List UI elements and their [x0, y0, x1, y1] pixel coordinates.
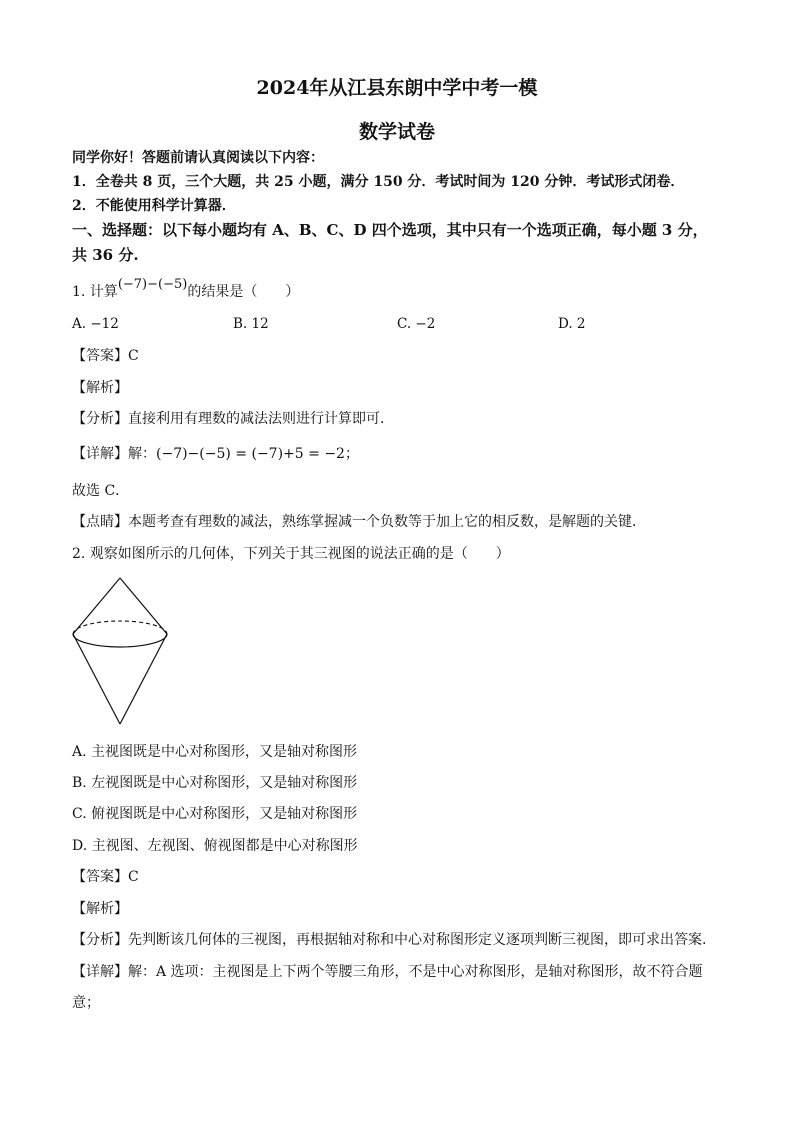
cone-upper-left-edge [73, 578, 120, 634]
cone-lower-right-edge [120, 634, 167, 724]
ellipse-front-arc [73, 634, 167, 647]
q1-stem [72, 277, 300, 302]
exam-subtitle: 数学试卷 [358, 121, 435, 143]
intro-rule-2: 2．不能使用科学计算器． [72, 198, 236, 214]
q1-option-b: B. 12 [233, 316, 269, 332]
q1-detail [72, 445, 359, 463]
q1-note: 【点睛】本题考查有理数的减法，熟练掌握减一个负数等于加上它的相反数，是解题的关键． [72, 514, 646, 530]
q1-conclusion: 故选 C． [72, 483, 130, 499]
q2-detail: 【详解】解：A 选项：主视图是上下两个等腰三角形，不是中心对称图形，是轴对称图形，故不符合题 [72, 964, 703, 980]
q2-option-a: A. 主视图既是中心对称图形，又是轴对称图形 [72, 744, 358, 760]
q1-suffix: 的结果是（ ） [187, 284, 300, 300]
ellipse-back-arc-dashed [73, 621, 167, 634]
cone-upper-right-edge [120, 578, 167, 634]
q2-analysis: 【分析】先判断该几何体的三视图，再根据轴对称和中心对称图形定义逐项判断三视图，即可求出答案. [72, 932, 707, 948]
q1-option-c: C. −2 [397, 316, 436, 332]
section-1-heading-cont: 共 36 分. [72, 246, 139, 264]
q1-option-a: A. −12 [72, 316, 119, 332]
q1-option-d: D. 2 [558, 316, 586, 332]
q1-answer: 【答案】C [72, 348, 139, 364]
intro-greeting: 同学你好！答题前请认真阅读以下内容： [72, 150, 324, 166]
q2-option-d: D. 主视图、左视图、俯视图都是中心对称图形 [72, 838, 358, 854]
q1-detail-expression: (−7)−(−5) = (−7)+5 = −2 [156, 446, 345, 462]
q1-detail-end: ； [344, 446, 359, 462]
q2-jiexi: 【解析】 [72, 901, 128, 917]
q2-stem: 2. 观察如图所示的几何体，下列关于其三视图的说法正确的是（ ） [72, 546, 510, 562]
q2-option-b: B. 左视图既是中心对称图形，又是轴对称图形 [72, 775, 358, 791]
double-cone-figure [70, 575, 170, 727]
cone-lower-left-edge [73, 634, 120, 724]
intro-rule-1: 1．全卷共 8 页，三个大题，共 25 小题，满分 150 分．考试时间为 120 分钟．考试形式闭卷． [72, 174, 685, 190]
q1-expression: (−7)−(−5) [117, 277, 188, 292]
q2-option-c: C. 俯视图既是中心对称图形，又是轴对称图形 [72, 806, 358, 822]
exam-title: 2024年从江县东朗中学中考一模 [256, 77, 538, 99]
q2-detail-cont: 意； [72, 995, 100, 1011]
section-1-heading: 一、选择题：以下每小题均有 A、B、C、D 四个选项，其中只有一个选项正确，每小题 3 分， [72, 221, 708, 239]
q1-prefix: 1. 计算 [72, 284, 118, 300]
q2-answer: 【答案】C [72, 869, 139, 885]
q1-detail-label: 【详解】解： [72, 446, 156, 462]
q1-analysis: 【分析】直接利用有理数的减法法则进行计算即可． [72, 411, 394, 427]
q1-jiexi: 【解析】 [72, 380, 128, 396]
